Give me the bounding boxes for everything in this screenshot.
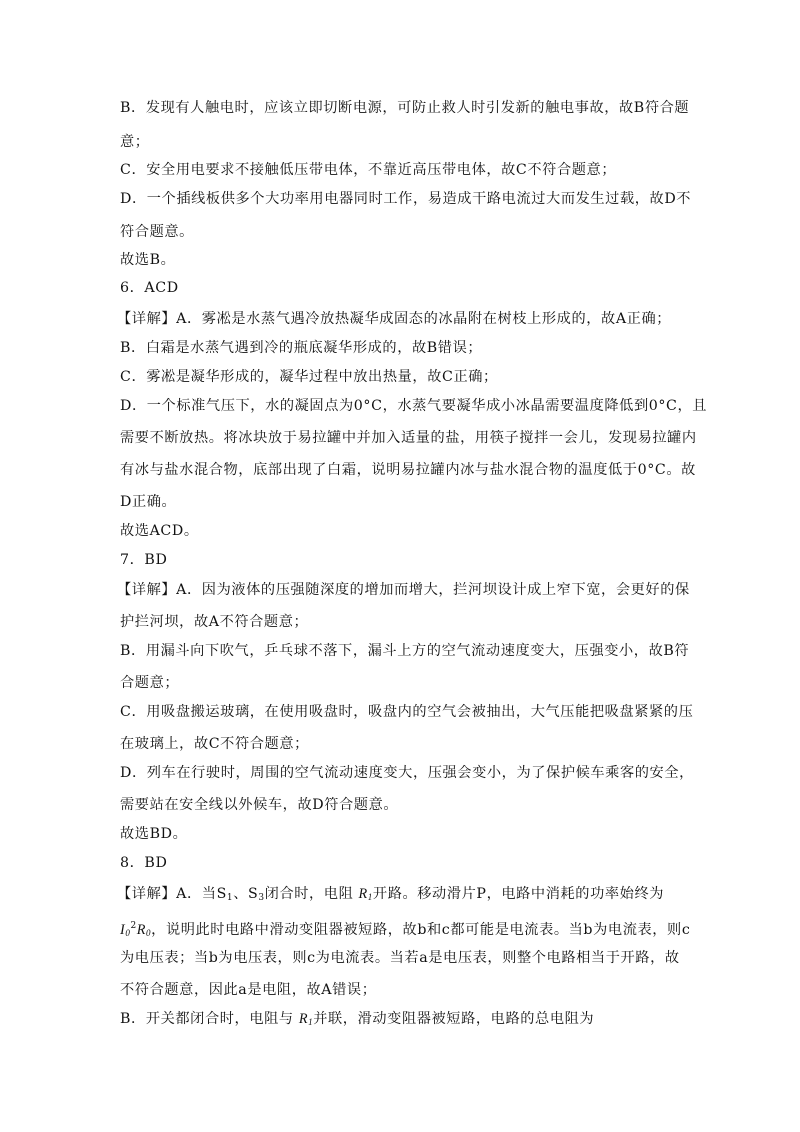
- subscript: 0: [125, 928, 131, 938]
- text-line: 故选B。: [120, 252, 176, 268]
- text-line: [117, 884, 664, 908]
- text-fragment: ，说明此时电路中滑动变阻器被短路，故b和c都可能是电流表。当b为电流表，则c: [151, 922, 691, 938]
- text-line: 不符合题意，因此a是电阻，故A错误；: [120, 982, 377, 998]
- math-variable: R: [136, 922, 147, 938]
- text-line: D．列车在行驶时，周围的空气流动速度变大，压强会变小，为了保护候车乘客的安全，: [120, 765, 694, 781]
- text-line: C．用吸盘搬运玻璃，在使用吸盘时，吸盘内的空气会被抽出，大气压能把吸盘紧紧的压: [120, 704, 694, 720]
- superscript: 2: [130, 921, 137, 931]
- text-line: D．一个标准气压下，水的凝固点为0°C，水蒸气要凝华成小冰晶需要温度降低到0°C，且: [120, 398, 708, 414]
- text-line: B．发现有人触电时，应该立即切断电源，可防止救人时引发新的触电事故，故B符合题: [120, 100, 690, 116]
- text-line: 故选BD。: [120, 826, 188, 842]
- text-fragment: 开路。移动滑片P，电路中消耗的功率始终为: [372, 886, 665, 902]
- text-line: C．安全用电要求不接触低压带电体，不靠近高压带电体，故C不符合题意；: [120, 162, 617, 178]
- text-line: 符合题意。: [120, 224, 194, 240]
- subscript: 1: [308, 1017, 314, 1027]
- text-line: 意；: [120, 134, 150, 150]
- text-line: 【详解】A．因为液体的压强随深度的增加而增大，拦河坝设计成上窄下宽，会更好的保: [117, 582, 690, 598]
- text-line: [120, 916, 690, 943]
- text-fragment: B．开关都闭合时，电阻与: [120, 1011, 294, 1027]
- answer-heading: 7．BD: [120, 552, 168, 568]
- text-fragment: 并联，滑动变阻器被短路，电路的总电阻为: [313, 1011, 595, 1027]
- text-fragment: 闭合时，电阻: [264, 886, 354, 902]
- text-line: 在玻璃上，故C不符合题意；: [120, 736, 309, 752]
- subscript: 1: [226, 893, 234, 903]
- text-line: 需要站在安全线以外候车，故D符合题意。: [120, 797, 399, 813]
- text-line: 为电压表；当b为电压表，则c为电流表。当若a是电压表，则整个电路相当于开路，故: [120, 950, 680, 966]
- text-line: D正确。: [120, 494, 177, 510]
- subscript: 1: [367, 892, 373, 902]
- text-line: [120, 1009, 594, 1032]
- text-line: 【详解】A．雾凇是水蒸气遇冷放热凝华成固态的冰晶附在树枝上形成的，故A正确；: [117, 311, 672, 327]
- text-line: 有冰与盐水混合物，底部出现了白霜，说明易拉罐内冰与盐水混合物的温度低于0°C。故: [120, 462, 696, 478]
- answer-heading: 6．ACD: [120, 280, 179, 296]
- subscript: 3: [258, 893, 265, 903]
- answer-heading: 8．BD: [120, 855, 168, 871]
- text-line: 护拦河坝，故A不符合题意；: [120, 614, 309, 630]
- text-fragment: 【详解】A．当S: [117, 886, 227, 902]
- text-fragment: 、S: [233, 886, 259, 902]
- math-variable: R: [298, 1011, 309, 1027]
- text-line: D．一个插线板供多个大功率用电器同时工作，易造成干路电流过大而发生过载，故D不: [120, 191, 692, 207]
- text-line: 合题意；: [120, 675, 180, 691]
- text-line: B．白霜是水蒸气遇到冷的瓶底凝华形成的，故B错误；: [120, 340, 483, 356]
- text-line: B．用漏斗向下吹气，乒乓球不落下，漏斗上方的空气流动速度变大，压强变小，故B符: [120, 643, 690, 659]
- text-line: 故选ACD。: [120, 523, 199, 539]
- text-line: C．雾凇是凝华形成的，凝华过程中放出热量，故C正确；: [120, 369, 498, 385]
- math-variable: R: [358, 886, 368, 902]
- text-line: 需要不断放热。将冰块放于易拉罐中并加入适量的盐，用筷子搅拌一会儿，发现易拉罐内: [120, 430, 697, 446]
- subscript: 0: [146, 928, 152, 938]
- math-variable: I: [120, 922, 126, 938]
